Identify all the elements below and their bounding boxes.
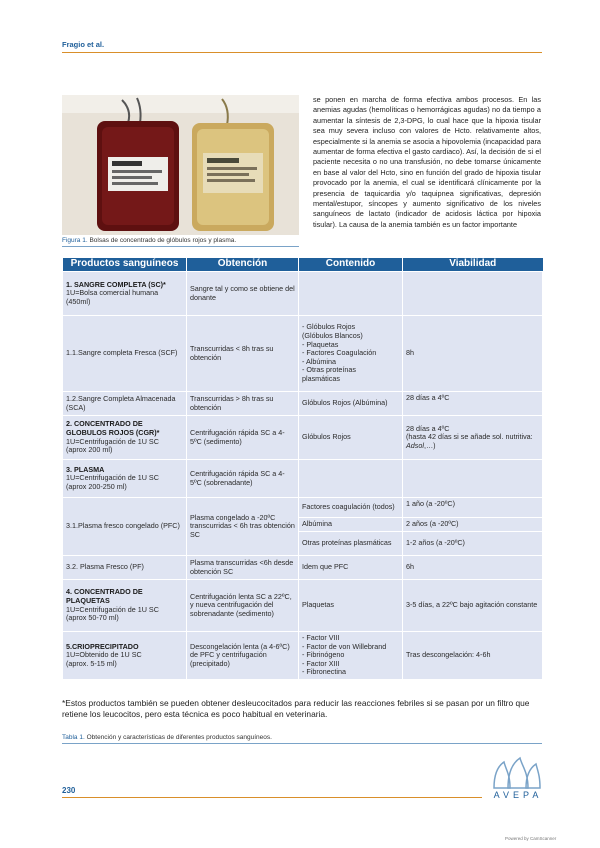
blood-products-table [62, 258, 543, 680]
viability-line: (hasta 42 días si se añade sol. nutritiva: [406, 432, 533, 442]
table-row [63, 632, 543, 680]
product-sub: (aprox 200 ml) [66, 445, 113, 455]
table-row [63, 392, 543, 416]
cell-producto [63, 272, 187, 316]
cell-producto: 1.2.Sangre Completa Almacenada (SCA) [63, 392, 187, 416]
cell-obtencion: Centrifugación lenta SC a 22ºC, y nueva centrifugación del sobrenadante (sedimento) [187, 580, 299, 632]
table-caption-text: Obtención y características de diferentes productos sanguíneos. [86, 734, 272, 741]
cell-contenido: Plaquetas [299, 580, 403, 632]
header-divider [62, 52, 542, 53]
powered-by-text: Powered by CamScanner [505, 836, 557, 841]
cell-obtencion: Centrifugación rápida SC a 4-5ºC (sedimento) [187, 416, 299, 460]
cell-obtencion: Transcurridas > 8h tras su obtención [187, 392, 299, 416]
cell-obtencion: Sangre tal y como se obtiene del donante [187, 272, 299, 316]
table-caption-rule [62, 743, 542, 744]
cell-contenido: Glóbulos Rojos [299, 416, 403, 460]
viability-line: ,…) [423, 440, 436, 450]
cell-producto: 1.1.Sangre completa Fresca (SCF) [63, 316, 187, 392]
product-title: 3. PLASMA [66, 464, 105, 474]
content-item: - Plaquetas [302, 339, 339, 349]
blood-bags-illustration [62, 95, 299, 235]
footer-divider [62, 797, 482, 798]
cell-viabilidad: 8h [403, 316, 543, 392]
cell-contenido: Glóbulos Rojos (Albúmina) [299, 392, 403, 416]
cell-viabilidad: 3-5 días, a 22ºC bajo agitación constante [403, 580, 543, 632]
table-row [63, 272, 543, 316]
figure-caption-rule [62, 246, 299, 247]
cell-contenido [299, 272, 403, 316]
cell-obtencion: Transcurridas < 8h tras su obtención [187, 316, 299, 392]
cell-viabilidad: Tras descongelación: 4-6h [403, 632, 543, 680]
product-sub: 1U=Centrifugación de 1U SC [66, 604, 159, 614]
header-contenido: Contenido [299, 258, 403, 272]
product-title: 4. CONCENTRADO DE PLAQUETAS [66, 587, 143, 605]
content-item: - Albúmina [302, 356, 336, 366]
product-sub: 1U=Centrifugación de 1U SC [66, 473, 159, 483]
table-row [63, 416, 543, 460]
cell-producto [63, 460, 187, 498]
table-row [63, 316, 543, 392]
cell-viabilidad [403, 416, 543, 460]
product-title: 2. CONCENTRADO DE GLOBULOS ROJOS (CGR)* [66, 419, 160, 437]
product-title: 1. SANGRE COMPLETA (SC)* [66, 279, 166, 289]
cell-contenido: Idem que PFC [299, 556, 403, 580]
cell-producto: 3.2. Plasma Fresco (PF) [63, 556, 187, 580]
product-sub: (450ml) [66, 296, 91, 306]
cell-viabilidad: 1 año (a -20ºC) [403, 498, 543, 518]
cell-obtencion: Plasma congelado a -20ºC transcurridas < 6h tras obtención SC [187, 498, 299, 556]
content-item: - Factor de von Willebrand [302, 641, 387, 651]
product-sub: 1U=Bolsa comercial humana [66, 288, 159, 298]
content-item: - Factor VIII [302, 633, 340, 643]
body-paragraph: se ponen en marcha de forma efectiva ambos procesos. En las anemias agudas (hemolíticas o hemorrágicas agudas) no da tiempo a aumentar la síntesis de 2,3-DPG, lo cual hace que la hipoxia tisular sea muy severa incluso con valores de Hcto. relativamente altos, especialmente si la anemia se asocia a hipovolemia (incapacidad para aumentar de forma efectiva el gasto cardiaco). Así, la decisión de si el paciente necesita o no una transfusión, no debe tomarse únicamente en base al valor del Hcto, sino en función del grado de hipoxia tisular provocado por la anemia, el cual se identificará clínicamente por la presencia de taquicardia y/o taquipnea significativas, depresión mental/estupor, síncopes y aumento significativo de los niveles sanguíneos de lactato (indicador de acidosis láctica por hipoxia tisular). La causa de la anemia también es un factor importante [313, 95, 541, 229]
table-row [63, 580, 543, 632]
cell-viabilidad: 2 años (a -20ºC) [403, 518, 543, 532]
cell-viabilidad: 28 días a 4ºC [403, 392, 543, 416]
product-title: 5.CRIOPRECIPITADO [66, 641, 139, 651]
cell-viabilidad: 6h [403, 556, 543, 580]
header-viabilidad: Viabilidad [403, 258, 543, 272]
content-item: - Otras proteínas [302, 365, 356, 375]
content-item: - Factores Coagulación [302, 348, 377, 358]
cell-obtencion: Centrifugación rápida SC a 4-5ºC (sobrenadante) [187, 460, 299, 498]
figure-caption-label: Figura 1. [62, 237, 88, 244]
cell-contenido [299, 460, 403, 498]
figure-caption [62, 237, 236, 244]
table-row [63, 460, 543, 498]
table-caption-label: Tabla 1. [62, 734, 85, 741]
cell-producto: 3.1.Plasma fresco congelado (PFC) [63, 498, 187, 556]
figure-photo-blood-bags [62, 95, 299, 235]
content-item: - Fibrinógeno [302, 650, 345, 660]
product-sub: (aprox 200-250 ml) [66, 481, 127, 491]
running-header-author: Fragio et al. [62, 40, 105, 49]
header-obtencion: Obtención [187, 258, 299, 272]
cell-producto [63, 580, 187, 632]
cell-viabilidad [403, 460, 543, 498]
cell-contenido [299, 316, 403, 392]
cell-contenido: Otras proteínas plasmáticas [299, 532, 403, 556]
viability-line: 28 días a 4ºC [406, 423, 450, 433]
cell-producto [63, 632, 187, 680]
table-footnote: *Estos productos también se pueden obtener desleucocitados para reducir las reacciones febriles si se pasan por un filtro que retiene los leucocitos, pero esta técnica es poco habitual en veterinaria. [62, 698, 530, 719]
page-number: 230 [62, 786, 76, 795]
viability-italic: Adsol [406, 440, 424, 450]
table-caption [62, 734, 272, 741]
figure-caption-text: Bolsas de concentrado de glóbulos rojos y plasma. [89, 237, 237, 244]
cell-obtencion: Plasma transcurridas <6h desde obtención SC [187, 556, 299, 580]
cell-viabilidad [403, 272, 543, 316]
cell-producto [63, 416, 187, 460]
product-sub: (aprox. 5-15 ml) [66, 658, 117, 668]
product-sub: 1U=Centrifugación de 1U SC [66, 436, 159, 446]
table-header-row [63, 258, 543, 272]
cell-contenido: Factores coagulación (todos) [299, 498, 403, 518]
content-item: (Glóbulos Blancos) [302, 331, 363, 341]
cell-obtencion: Descongelación lenta (a 4-6ºC) de PFC y centrifugación (precipitado) [187, 632, 299, 680]
product-sub: (aprox 50-70 ml) [66, 613, 119, 623]
cell-contenido [299, 632, 403, 680]
content-item: - Fibronectina [302, 667, 346, 677]
content-item: plasmáticas [302, 373, 340, 383]
product-sub: 1U=Obtenido de 1U SC [66, 650, 142, 660]
cell-viabilidad: 1-2 años (a -20ºC) [403, 532, 543, 556]
cell-contenido: Albúmina [299, 518, 403, 532]
header-productos: Productos sanguíneos [63, 258, 187, 272]
content-item: - Factor XIII [302, 658, 340, 668]
content-item: - Glóbulos Rojos [302, 322, 356, 332]
table-row [63, 498, 543, 518]
logo-text: AVEPA [493, 790, 543, 800]
table-row [63, 556, 543, 580]
